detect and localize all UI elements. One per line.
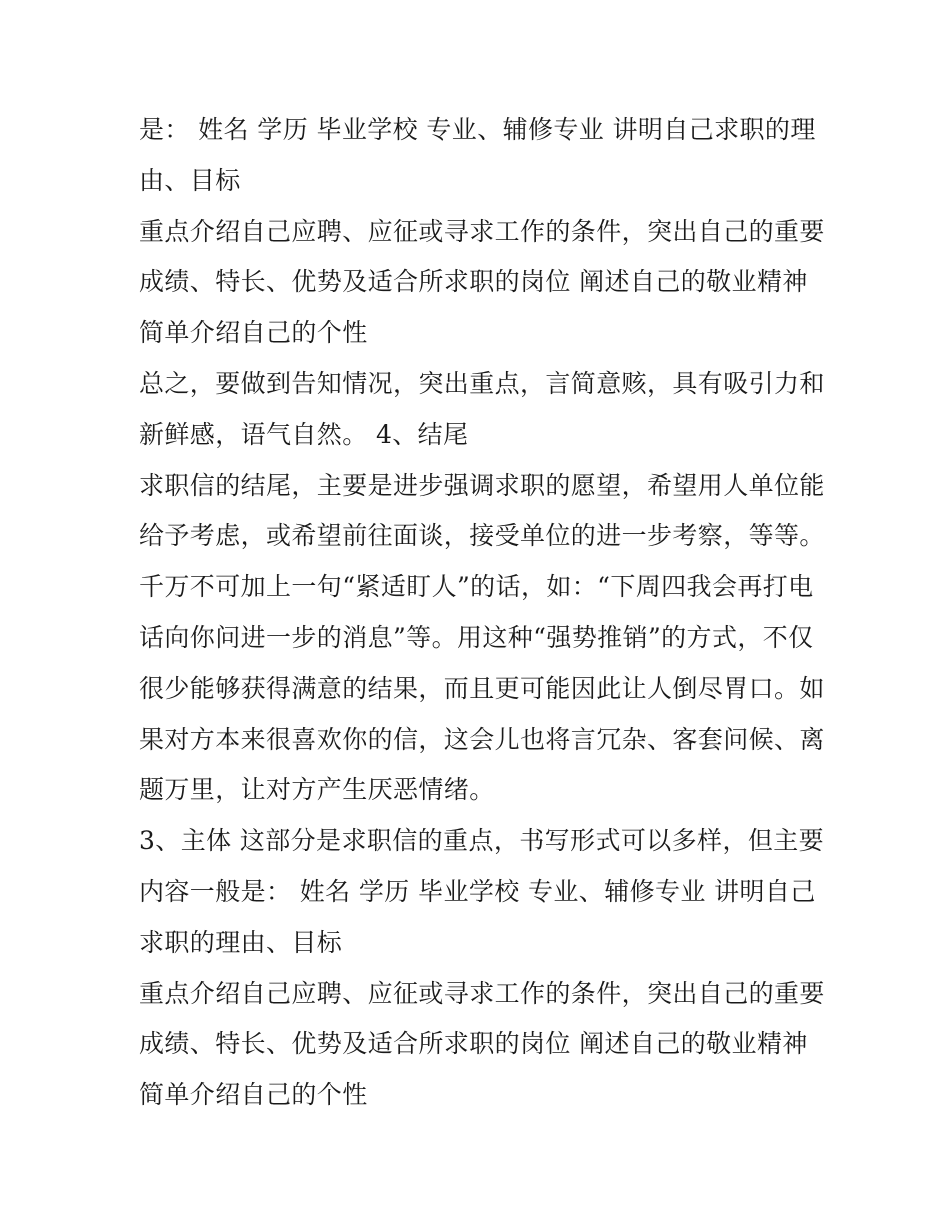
text-line: 成绩、特长、优势及适合所求职的岗位 阐述自己的敬业精神 xyxy=(139,267,808,297)
text-line: 果对方本来很喜欢你的信，这会儿也将言冗杂、客套问候、离 xyxy=(139,724,825,754)
document-body xyxy=(139,105,825,1121)
text-line: 给予考虑，或希望前往面谈，接受单位的进一步考察，等等。 xyxy=(139,521,825,551)
text-line: 重点介绍自己应聘、应征或寻求工作的条件，突出自己的重要 xyxy=(139,978,825,1008)
text-line: 话向你问进一步的消息”等。用这种“强势推销”的方式，不仅 xyxy=(139,622,814,652)
text-line: 求职的理由、目标 xyxy=(139,927,343,957)
text-line: 新鲜感，语气自然。 4、结尾 xyxy=(139,419,469,449)
text-line: 简单介绍自己的个性 xyxy=(139,1080,368,1110)
text-line: 是： 姓名 学历 毕业学校 专业、辅修专业 讲明自己求职的理 xyxy=(139,115,816,144)
text-line: 成绩、特长、优势及适合所求职的岗位 阐述自己的敬业精神 xyxy=(139,1029,808,1059)
text-line: 由、目标 xyxy=(139,165,241,195)
text-line: 题万里，让对方产生厌恶情绪。 xyxy=(139,775,495,805)
text-line: 总之，要做到告知情况，突出重点，言简意赅，具有吸引力和 xyxy=(139,368,825,398)
text-line: 求职信的结尾，主要是进步强调求职的愿望，希望用人单位能 xyxy=(139,470,825,500)
text-line: 很少能够获得满意的结果，而且更可能因此让人倒尽胃口。如 xyxy=(139,673,825,703)
text-line: 内容一般是： 姓名 学历 毕业学校 专业、辅修专业 讲明自己 xyxy=(139,876,816,906)
text-line: 千万不可加上一句“紧适盯人”的话，如：“下周四我会再打电 xyxy=(139,572,814,602)
text-line: 重点介绍自己应聘、应征或寻求工作的条件，突出自己的重要 xyxy=(139,216,825,246)
text-line: 简单介绍自己的个性 xyxy=(139,318,368,348)
text-line: 3、主体 这部分是求职信的重点，书写形式可以多样，但主要 xyxy=(139,826,825,856)
